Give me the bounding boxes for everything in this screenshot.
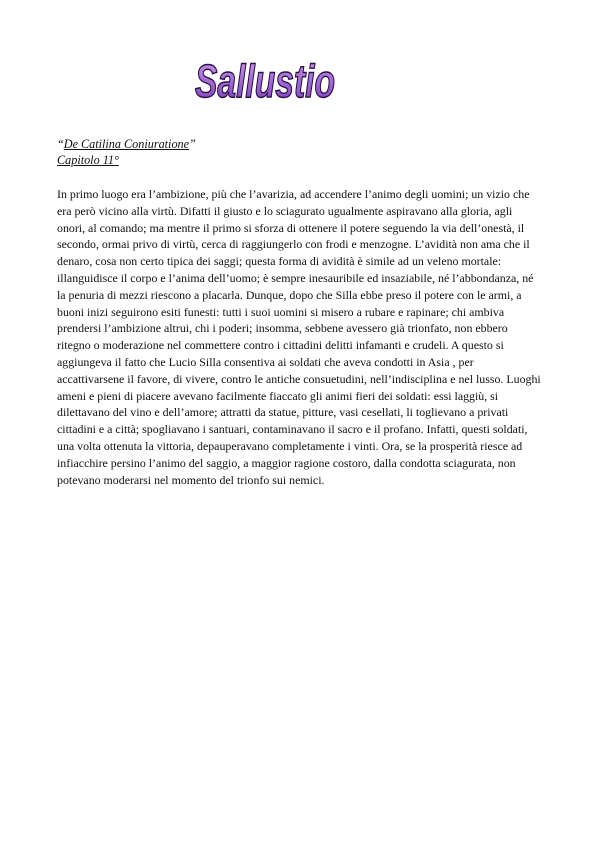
wordart-title — [190, 52, 340, 108]
work-title: De Catilina Coniuratione — [63, 137, 190, 151]
work-heading — [57, 136, 196, 168]
wordart-title-graphic — [190, 52, 340, 108]
open-quote: “ — [57, 137, 64, 151]
title-text: Sallustio — [195, 55, 335, 107]
close-quote: ” — [189, 137, 196, 151]
body-paragraph: In primo luogo era l’ambizione, più che l’avarizia, ad accendere l’animo degli uomini; un vizio che era però vicino alla virtù. Difatti il giusto e lo sciagurato ugualmente aspiravano alla gloria, agli onori, al comando; ma mentre il primo si sforza di ottenere il potere seguendo la via dell’onestà, il secondo, ormai privo di virtù, cerca di raggiungerlo con frodi e menzogne. L’avidità non ama che il denaro, cosa non certo tipica dei saggi; questa forma di avidità è simile ad un veleno mortale: illanguidisce il corpo e l’anima dell’uomo; è sempre inesauribile ed insaziabile, né l’abbondanza, né la penuria di mezzi riescono a placarla. Dunque, dopo che Silla ebbe preso il potere con le armi, a buoni inizi seguirono esiti funesti: tutti i suoi uomini si misero a rubare e rapinare; chi ambiva prendersi l’ambizione altrui, chi i poderi; insomma, sebbene avessero già trionfato, non ebbero ritegno o moderazione nel commettere contro i cittadini delitti infamanti e crudeli. A questo si aggiungeva il fatto che Lucio Silla consentiva ai soldati che aveva condotti in Asia , per accattivarsene il favore, di vivere, contro le antiche consuetudini, nell’indisciplina e nel lusso. Luoghi ameni e pieni di piacere avevano facilmente fiaccato gli animi fieri dei soldati: essi laggiù, si dilettavano del vino e dell’amore; attratti da statue, pitture, vasi cesellati, li toglievano a privati cittadini e a città; spogliavano i santuari, contaminavano il sacro e il profano. Infatti, questi soldati, una volta ottenuta la vittoria, depauperavano completamente i vinti. Ora, se la prosperità riesce ad infiacchire persino l’animo del saggio, a maggior ragione costoro, dalla condotta sciagurata, non potevano moderarsi nel momento del trionfo sui nemici. — [57, 187, 541, 487]
chapter-label: Capitolo 11° — [57, 153, 119, 167]
